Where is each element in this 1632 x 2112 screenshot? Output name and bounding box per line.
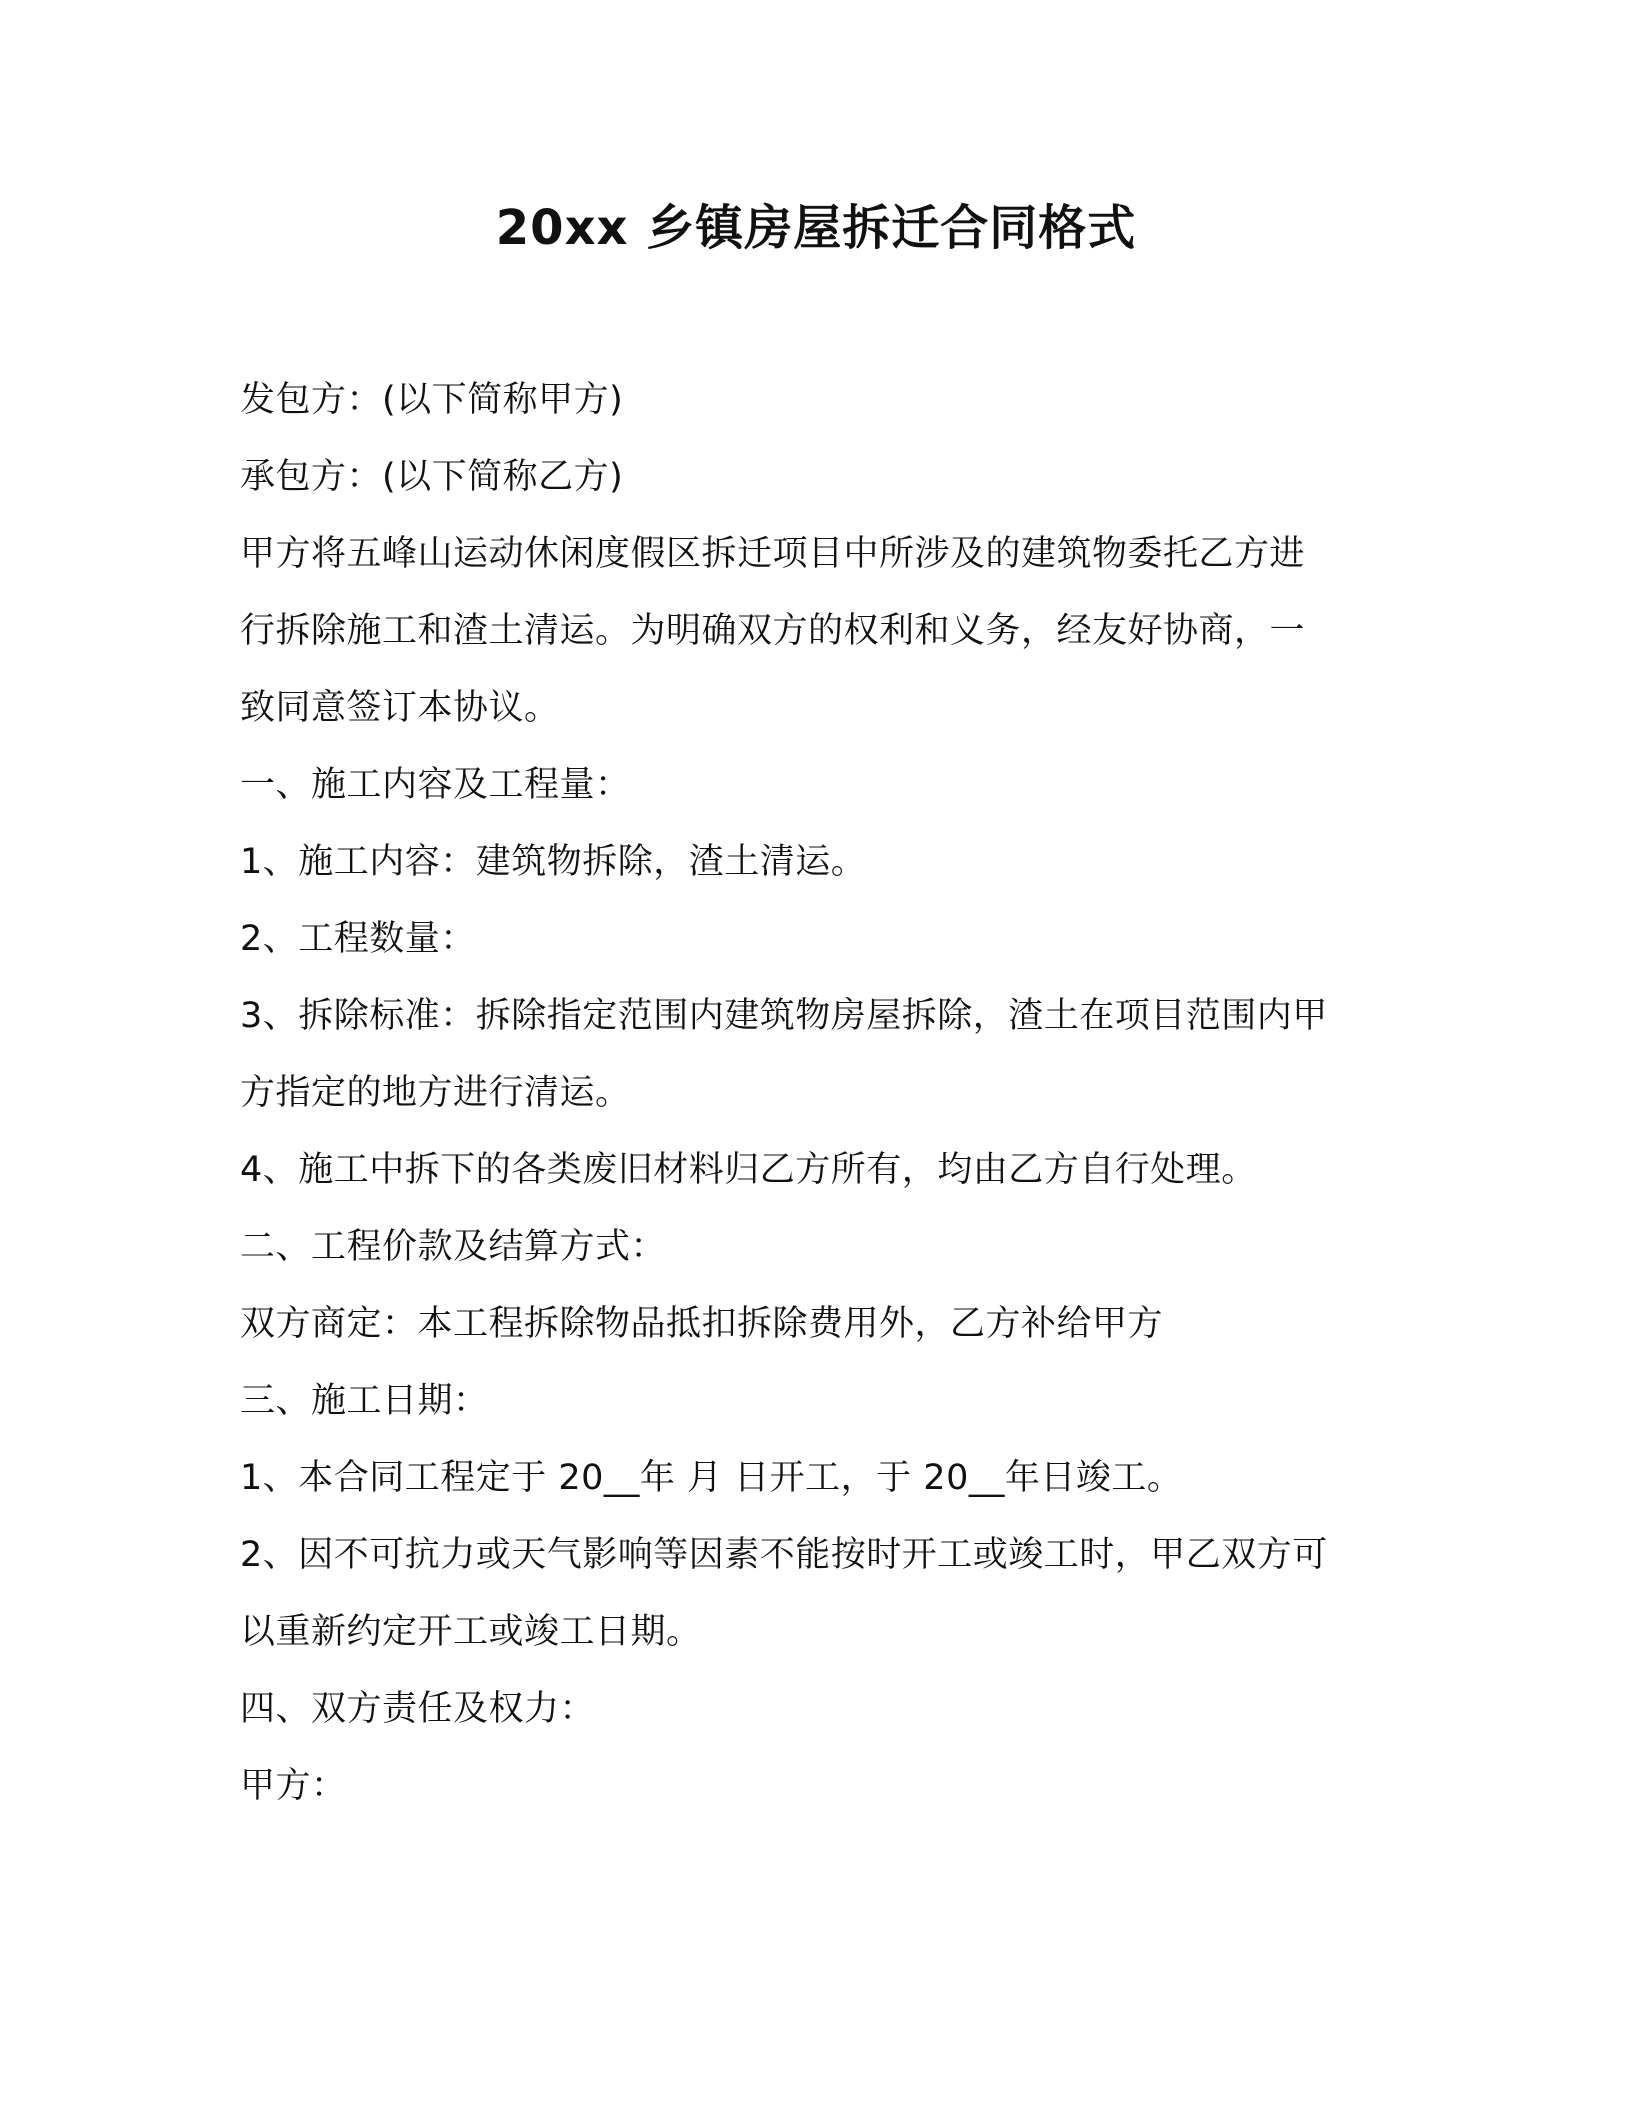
section-heading-3: 三、施工日期： (240, 1381, 489, 1421)
section-heading-1: 一、施工内容及工程量： (240, 765, 631, 805)
clause-line: 双方商定：本工程拆除物品抵扣拆除费用外，乙方补给甲方 (240, 1304, 1164, 1344)
clause-line: 1、本合同工程定于 20__年 月 日开工，于 20__年日竣工。 (240, 1458, 1183, 1498)
intro-paragraph-line: 甲方将五峰山运动休闲度假区拆迁项目中所涉及的建筑物委托乙方进 (240, 534, 1306, 574)
party-a-line: 发包方：(以下简称甲方) (240, 380, 624, 420)
clause-line: 4、施工中拆下的各类废旧材料归乙方所有，均由乙方自行处理。 (240, 1150, 1257, 1190)
clause-line: 2、因不可抗力或天气影响等因素不能按时开工或竣工时，甲乙双方可 (240, 1535, 1328, 1575)
party-a-responsibility-line: 甲方： (240, 1766, 347, 1806)
document-body (240, 362, 1390, 1825)
clause-line: 以重新约定开工或竣工日期。 (240, 1612, 702, 1652)
section-heading-2: 二、工程价款及结算方式： (240, 1227, 667, 1267)
party-b-line: 承包方：(以下简称乙方) (240, 457, 624, 497)
intro-paragraph-line: 行拆除施工和渣土清运。为明确双方的权利和义务，经友好协商，一 (240, 611, 1306, 651)
intro-paragraph-line: 致同意签订本协议。 (240, 688, 560, 728)
clause-line: 3、拆除标准：拆除指定范围内建筑物房屋拆除，渣土在项目范围内甲 (240, 996, 1328, 1036)
clause-line: 方指定的地方进行清运。 (240, 1073, 631, 1113)
clause-line: 1、施工内容：建筑物拆除，渣土清运。 (240, 842, 867, 882)
clause-line: 2、工程数量： (240, 919, 476, 959)
section-heading-4: 四、双方责任及权力： (240, 1689, 596, 1729)
document-title: 20xx 乡镇房屋拆迁合同格式 (495, 200, 1137, 256)
